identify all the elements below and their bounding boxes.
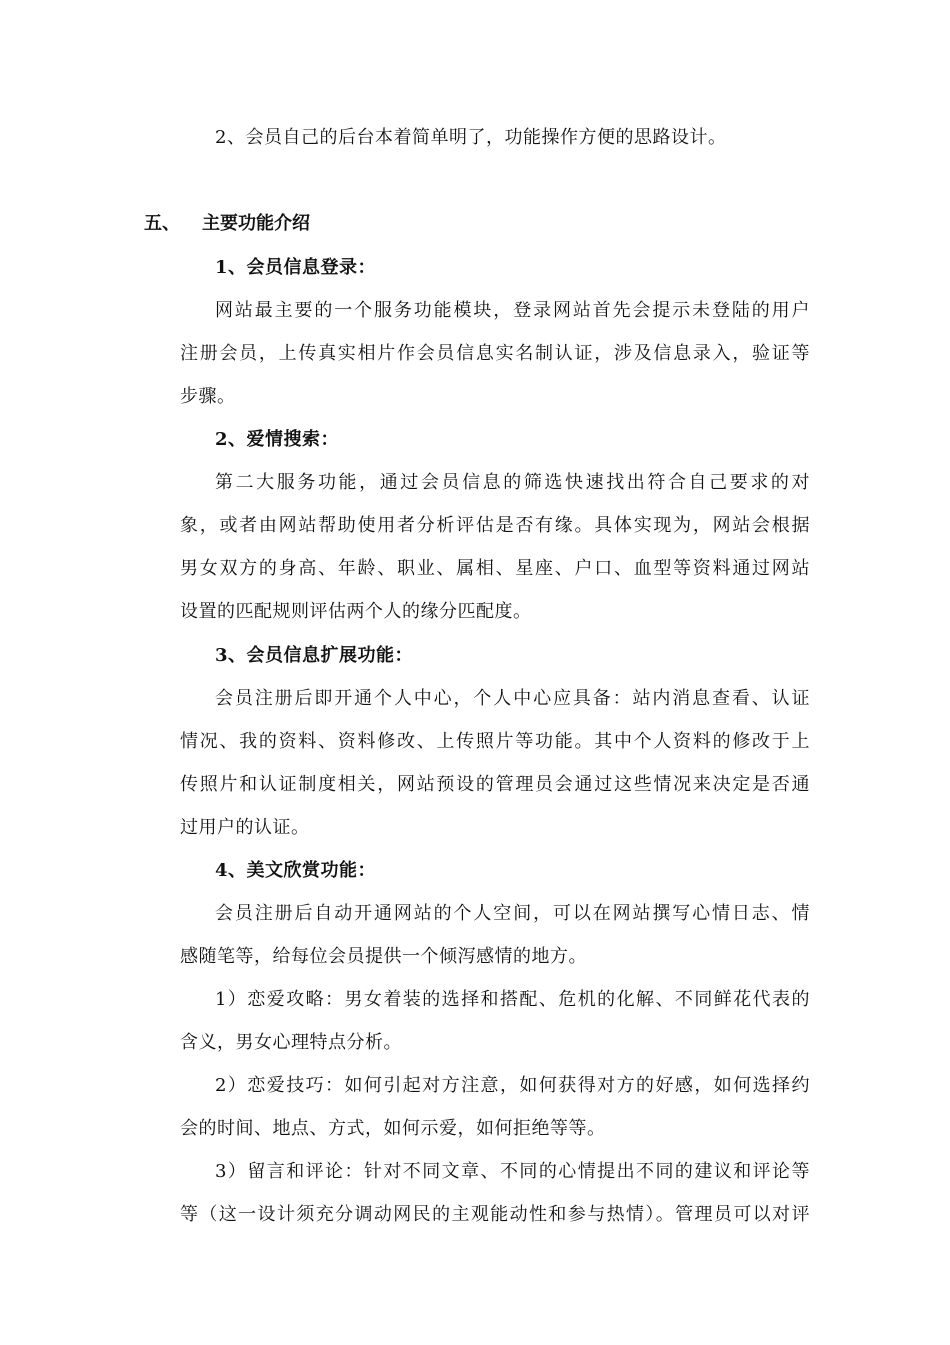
paragraph-line: 设置的匹配规则评估两个人的缘分匹配度。 (180, 601, 532, 622)
subitem-line: 3）留言和评论：针对不同文章、不同的心情提出不同的建议和评论等 (215, 1161, 810, 1182)
paragraph-line: 过用户的认证。 (180, 817, 310, 838)
subitem-line: 会的时间、地点、方式，如何示爱，如何拒绝等等。 (180, 1118, 606, 1139)
subitem-line: 2）恋爱技巧：如何引起对方注意，如何获得对方的好感，如何选择约 (215, 1075, 810, 1096)
paragraph-line: 情况、我的资料、资料修改、上传照片等功能。其中个人资料的修改于上 (180, 731, 810, 752)
paragraph-line: 传照片和认证制度相关，网站预设的管理员会通过这些情况来决定是否通 (180, 774, 810, 795)
item-heading-3: 3、会员信息扩展功能： (215, 645, 414, 666)
paragraph-line: 会员注册后自动开通网站的个人空间，可以在网站撰写心情日志、情 (215, 903, 810, 924)
paragraph-line: 象，或者由网站帮助使用者分析评估是否有缘。具体实现为，网站会根据 (180, 515, 810, 536)
item-heading-4: 4、美文欣赏功能： (215, 860, 377, 881)
paragraph-line: 网站最主要的一个服务功能模块，登录网站首先会提示未登陆的用户 (215, 300, 810, 321)
intro-line: 2、会员自己的后台本着简单明了，功能操作方便的思路设计。 (215, 127, 727, 148)
paragraph-line: 会员注册后即开通个人中心，个人中心应具备：站内消息查看、认证 (215, 688, 810, 709)
paragraph-line: 男女双方的身高、年龄、职业、属相、星座、户口、血型等资料通过网站 (180, 558, 810, 579)
paragraph-line: 步骤。 (180, 386, 236, 407)
section-title: 主要功能介绍 (202, 213, 310, 234)
subitem-line: 含义，男女心理特点分析。 (180, 1032, 402, 1053)
item-heading-2: 2、爱情搜索： (215, 429, 340, 450)
item-heading-1: 1、会员信息登录： (215, 257, 377, 278)
section-number: 五、 (144, 213, 180, 234)
paragraph-line: 感随笔等，给每位会员提供一个倾泻感情的地方。 (180, 946, 587, 967)
subitem-line: 等（这一设计须充分调动网民的主观能动性和参与热情）。管理员可以对评 (180, 1204, 810, 1225)
subitem-line: 1）恋爱攻略：男女着装的选择和搭配、危机的化解、不同鲜花代表的 (215, 989, 810, 1010)
paragraph-line: 第二大服务功能，通过会员信息的筛选快速找出符合自己要求的对 (215, 472, 810, 493)
paragraph-line: 注册会员，上传真实相片作会员信息实名制认证，涉及信息录入，验证等 (180, 343, 810, 364)
